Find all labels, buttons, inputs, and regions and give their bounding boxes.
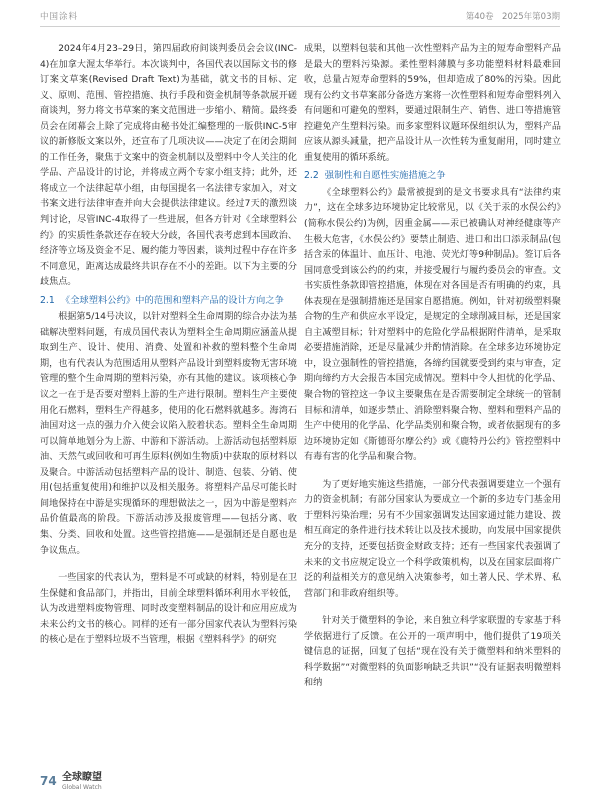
left-column [40,42,297,649]
page-number: 74 [40,774,57,788]
header-divider [40,26,560,27]
brand-en: Global Watch [62,784,102,791]
paragraph-microplastics: 针对关于微塑料的争论，来自独立科学家联盟的专家基于科学依据进行了反馈。在公开的一项声明中，他们提供了19项关键信息的证据，回复了包括“现在没有关于微塑料和纳米塑料的科学数据”“对微塑料的负面影响缺乏共识”“没有证据表明微塑料和纳 [304,616,561,689]
issue-info: 第40卷 2025年第03期 [465,12,560,22]
section-title: 强制性和自愿性实施措施之争 [324,170,446,182]
paragraph-legal-binding: 《全球塑料公约》最常被提到的是文书要求具有“法律约束力”，这在全球多边环境协定比较常见，以《关于汞的水俣公约》(简称水俣公约)为例，因重金属——汞已被确认对神经健康等产生极大危害，《水俣公约》要禁止制造、进口和出口添汞制品(包括含汞的体温计、血压计、电池、荧光灯等9种制品)。签订后各国同意受到该公约的约束，并接受履行与履约委员会的审查。文书实质性条款即管控措施，体现在对各国是否有明确的约束，具体表现在是强制措施还是国家自愿措施。例如，针对初级塑料聚合物的生产和供应水平设定，是规定的全球削减目标，还是国家自主减塑目标；针对塑料中的危险化学品根据附件清单，是采取必要措施消除，还是尽量减少并酌情消除。在全球多边环境协定中，设立强制性的管控措施，各缔约国就要受到约束与审查，定期向缔约方大会报告本国完成情况。塑料中令人担忧的化学品、聚合物的管控这一争议主要聚焦在是否需要制定全球统一的管制目标和清单，如逐步禁止、消除塑料聚合物、塑料和塑料产品的生产中使用的化学品、化学品类别和聚合物，或者依据现有的多边环境协定如《斯德哥尔摩公约》或《鹿特丹公约》管控塑料中有毒有害的化学品和聚合物。 [304,187,561,463]
brand-cn: 全球瞭望 [62,772,102,783]
paragraph-inc4: 2024年4月23–29日，第四届政府间谈判委员会会议(INC-4)在加拿大渥太华举行。本次谈判中，各国代表以国际文书的修订案文草案(Revised Draft Text)为基础，就文书的目标、定义、原则、范围、管控措施、执行手段和资金机制等条款展开磋商谈判，努力将文书草案的案文范围进一步缩小、精简。最终委员会在闭幕会上除了完成将由秘书处汇编整理的一版供INC-5审议的新修版文案以外，还宣布了几项决议——决定了在闭会期间的工作任务，聚焦于文案中的资金机制以及塑料中令人关注的化学品、产品设计的讨论，并将成立两个专家小组支持；此外，还将成立一个法律起草小组，由每国提名一名法律专家加入，对文书案文进行法律审查并向大会提供法律建议。经过7天的激烈谈判讨论，尽管INC-4取得了一些进展，但各方针对《全球塑料公约》的实质性条款还存在较大分歧，各国代表考虑到本国政治、经济等立场及资金不足、履约能力等因素，谈判过程中存在许多不同意见，距离达成最终共识存在不小的差距。以下为主要的分歧焦点。 [40,44,297,288]
section-title: 《全球塑料公约》中的范围和塑料产品的设计方向之争 [60,294,284,306]
column-brand [62,772,142,792]
section-heading-2-1 [40,293,297,309]
paragraph-short-life-plastics: 成果，以塑料包装和其他一次性塑料产品为主的短寿命塑料产品是最大的塑料污染源。柔性塑料薄膜与多功能塑料材料最难回收，总量占短寿命塑料的59%，但却造成了80%的污染。因此现有公约文书草案部分备选方案将一次性塑料和短寿命塑料列入有问题和可避免的塑料，要通过限制生产、销售、进口等措施管控避免产生塑料污染。而多家塑料议题环保组织认为，塑料产品应该从源头减量，把产品设计从一次性转为重复耐用，同时建立重复使用的循环系统。 [304,44,561,163]
section-heading-2-2 [304,168,561,184]
section-number: 2.1 [40,294,55,306]
running-header [40,10,560,24]
paragraph-plastic-essential: 一些国家的代表认为，塑料是不可或缺的材料，特别是在卫生保健和食品部门，并指出，目前全球塑料循环利用水平较低，认为改进塑料废物管理、同时改变塑料制品的设计和应用应成为未来公约文书的核心。同样的还有一部分国家代表认为塑料污染的核心是在于塑料垃圾不当管理，根据《塑料科学》的研究 [40,573,297,646]
section-number: 2.2 [304,170,319,182]
right-column [304,42,561,692]
journal-name: 中国涂料 [40,12,79,22]
paragraph-funding: 为了更好地实施这些措施，一部分代表强调要建立一个强有力的资金机制；有部分国家认为要成立一个新的多边专门基金用于塑料污染治理；另有不少国家强调发达国家通过能力建设、拨相互商定的条件进行技术转让以及技术援助，向发展中国家提供充分的支持，还要包括资金财政支持；还有一些国家代表强调了未来的文书应规定设立一个科学政策机构，以及在国家层面将广泛的利益相关方的意见纳入决策参考，如土著人民、学术界、私营部门和非政府组织等。 [304,479,561,599]
paragraph-scope: 根据第5/14号决议，以针对塑料全生命周期的综合办法为基础解决塑料问题，有成员国代表认为塑料全生命周期应涵盖从提取到生产、设计、使用、消费、处置和补救的塑料整个生命周期，也有代表认为范围适用从塑料产品设计到塑料废物无害环境管理的整个生命周期的塑料污染，亦有其他的建议。该项核心争议之一在于是否要对塑料上游的生产进行限制。塑料生产主要使用化石燃料，塑料生产得越多，使用的化石燃料就越多。海湾石油国对这一点的强力介入使会议陷入胶着状态。塑料全生命周期可以简单地划分为上游、中游和下游活动。上游活动包括塑料原油、天然气或回收和可再生原料(例如生物质)中获取的原材料以及聚合。中游活动包括塑料产品的设计、制造、包装、分销、使用(包括重复使用)和维护以及相关服务。将塑料产品尽可能长时间地保持在中游是实现循环的理想做法之一，因为中游是塑料产品价值最高的阶段。下游活动涉及报废管理——包括分离、收集、分类、回收和处置。这些管控措施——是强制还是自愿也是争议焦点。 [40,312,297,556]
